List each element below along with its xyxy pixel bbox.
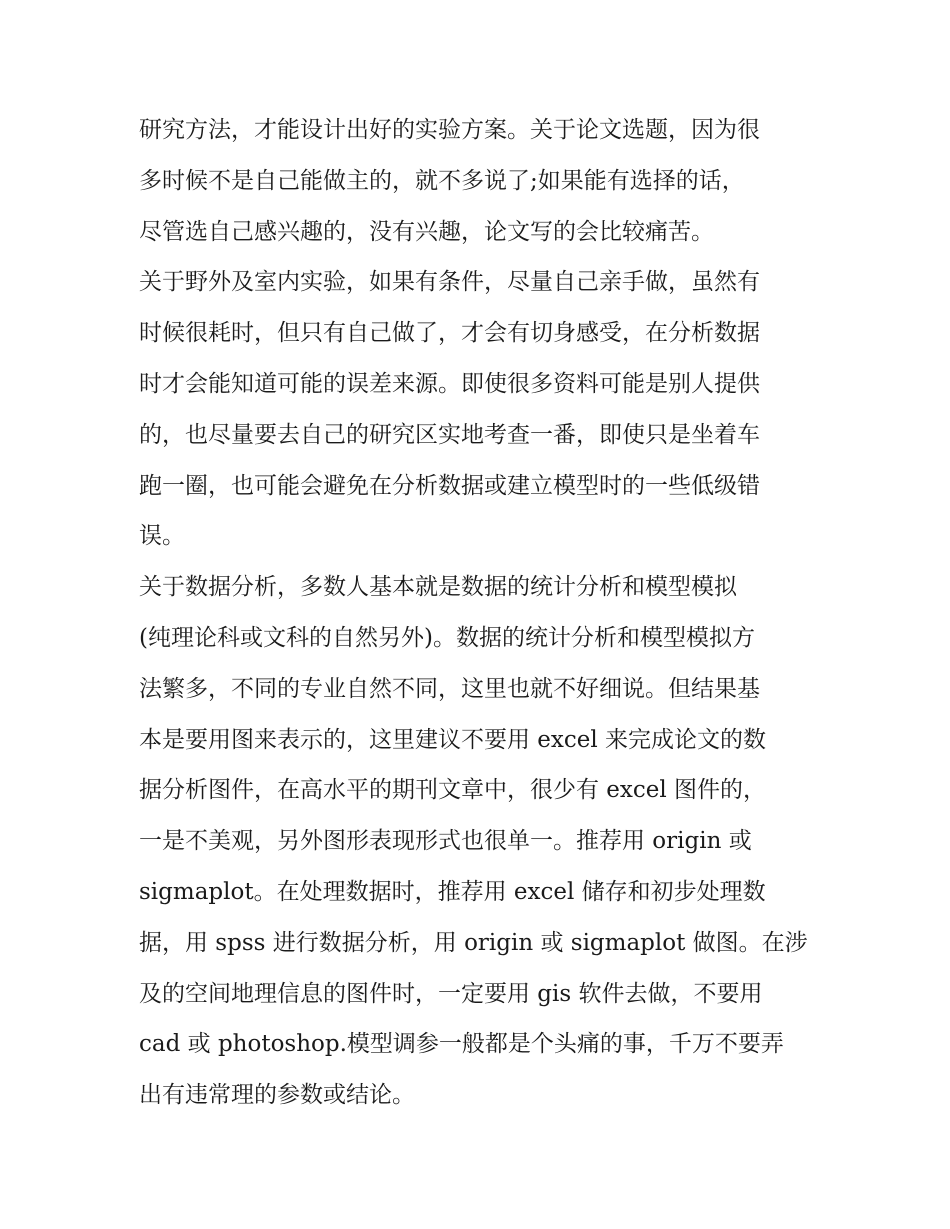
text-line: 多时候不是自己能做主的，就不多说了;如果能有选择的话， xyxy=(139,167,745,194)
text-line: 据分析图件，在高水平的期刊文章中，很少有 excel 图件的， xyxy=(139,777,767,804)
text-line: 尽管选自己感兴趣的，没有兴趣，论文写的会比较痛苦。 xyxy=(139,218,714,245)
text-line: 法繁多，不同的专业自然不同，这里也就不好细说。但结果基 xyxy=(139,675,760,702)
text-line: 据，用 spss 进行数据分析，用 origin 或 sigmaplot 做图。在涉 xyxy=(139,929,808,956)
text-line: 关于野外及室内实验，如果有条件，尽量自己亲手做，虽然有 xyxy=(139,269,760,296)
text-line: 误。 xyxy=(139,523,185,550)
text-line: 一是不美观，另外图形表现形式也很单一。推荐用 origin 或 xyxy=(139,828,752,855)
text-line: (纯理论科或文科的自然另外)。数据的统计分析和模型模拟方 xyxy=(139,624,755,651)
text-line: cad 或 photoshop.模型调参一般都是个头痛的事，千万不要弄 xyxy=(139,1031,784,1058)
text-line: 跑一圈，也可能会避免在分析数据或建立模型时的一些低级错 xyxy=(139,472,760,499)
document-body xyxy=(139,105,819,1121)
text-line: 及的空间地理信息的图件时，一定要用 gis 软件去做，不要用 xyxy=(139,980,763,1007)
text-line: 时才会能知道可能的误差来源。即使很多资料可能是别人提供 xyxy=(139,370,760,397)
text-line: 的，也尽量要去自己的研究区实地考查一番，即使只是坐着车 xyxy=(139,421,760,448)
text-line: 研究方法，才能设计出好的实验方案。关于论文选题，因为很 xyxy=(139,117,760,143)
text-line: 关于数据分析，多数人基本就是数据的统计分析和模型模拟 xyxy=(139,574,737,601)
text-line: 本是要用图来表示的，这里建议不要用 excel 来完成论文的数 xyxy=(139,726,767,753)
text-line: sigmaplot。在处理数据时，推荐用 excel 储存和初步处理数 xyxy=(139,878,766,905)
text-line: 时候很耗时，但只有自己做了，才会有切身感受，在分析数据 xyxy=(139,320,760,347)
text-line: 出有违常理的参数或结论。 xyxy=(139,1082,415,1109)
